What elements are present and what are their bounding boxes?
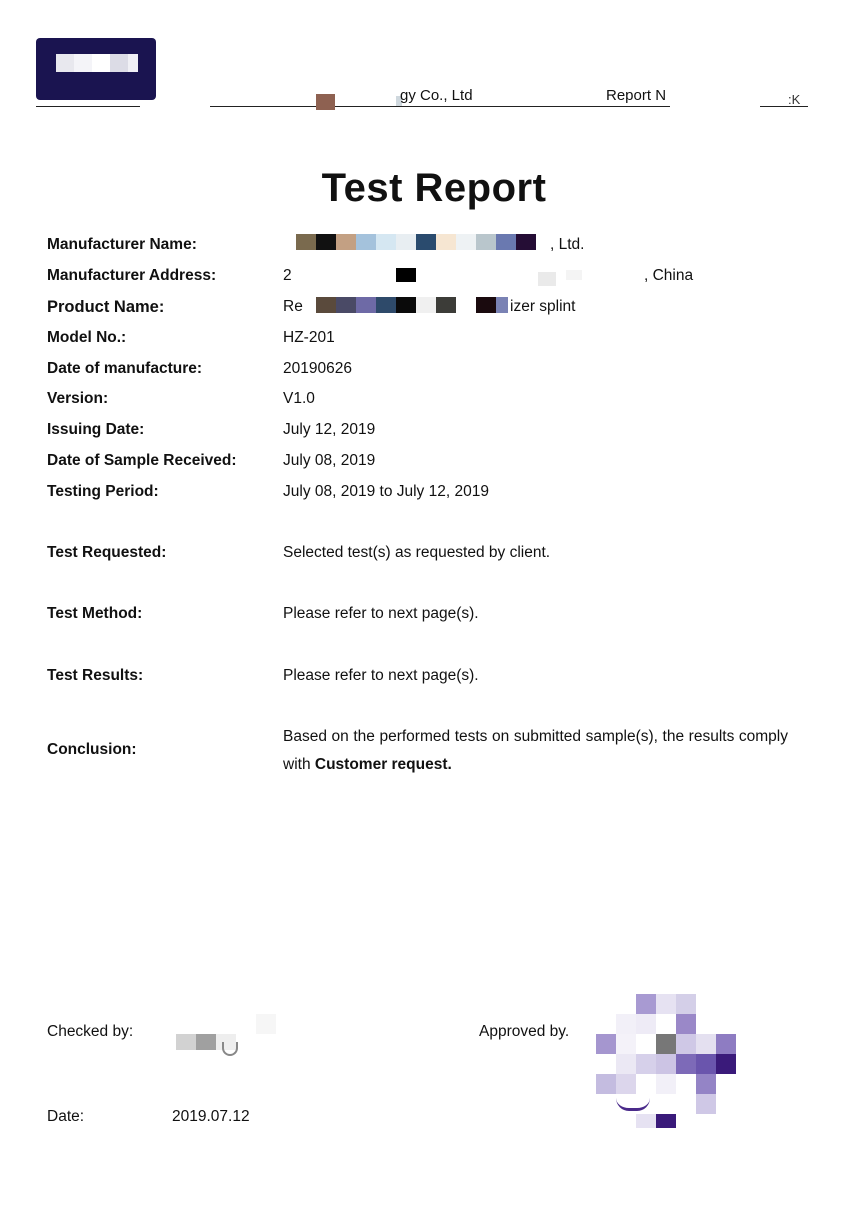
redaction-block xyxy=(316,94,335,110)
manufacturer-name-value: , Ltd. xyxy=(550,236,585,253)
conclusion-value xyxy=(283,723,788,779)
checked-by-label: Checked by: xyxy=(47,1023,134,1040)
redaction-block xyxy=(316,234,336,250)
approval-seal xyxy=(596,994,736,1134)
date-label: Date: xyxy=(47,1108,85,1125)
signature-checked xyxy=(256,1014,276,1034)
signature-checked xyxy=(196,1034,216,1050)
header-company-name: gy Co., Ltd xyxy=(400,87,473,104)
redaction-block xyxy=(356,297,376,313)
conclusion-label: Conclusion: xyxy=(47,741,137,758)
redaction-block xyxy=(376,234,396,250)
redaction-block xyxy=(516,234,536,250)
redaction-block xyxy=(140,100,210,110)
issuing-date-label: Issuing Date: xyxy=(47,421,145,438)
manufacturer-address-start: 2 xyxy=(283,267,292,284)
conclusion-text: Based on the performed tests on submitted sample(s), the results comply with xyxy=(283,728,788,773)
redaction-block xyxy=(416,234,436,250)
redaction-block xyxy=(396,268,416,282)
test-requested-value: Selected test(s) as requested by client. xyxy=(283,544,551,561)
redaction-block xyxy=(296,234,316,250)
redaction-block xyxy=(436,297,456,313)
redaction-block xyxy=(416,297,436,313)
header-fragment: :K xyxy=(788,92,801,107)
redaction-block xyxy=(538,272,556,286)
redaction-block xyxy=(356,234,376,250)
redaction-block xyxy=(336,234,356,250)
conclusion-emphasis: Customer request. xyxy=(314,756,452,773)
redaction-block xyxy=(496,234,516,250)
redaction-block xyxy=(376,297,396,313)
version-label: Version: xyxy=(47,390,109,407)
sample-received-label: Date of Sample Received: xyxy=(47,452,237,469)
sample-received-value: July 08, 2019 xyxy=(283,452,376,469)
redaction-block xyxy=(336,297,356,313)
company-logo xyxy=(36,38,156,100)
redaction-block xyxy=(496,297,508,313)
product-name-start: Re xyxy=(283,298,303,315)
redaction-block xyxy=(476,297,496,313)
date-of-manufacture-label: Date of manufacture: xyxy=(47,360,203,377)
redaction-block xyxy=(476,234,496,250)
redaction-block xyxy=(436,234,456,250)
test-results-label: Test Results: xyxy=(47,667,144,684)
page-title: Test Report xyxy=(321,166,547,210)
version-value: V1.0 xyxy=(283,390,315,407)
header-report-number: Report N xyxy=(606,87,667,104)
date-of-manufacture-value: 20190626 xyxy=(283,360,352,377)
manufacturer-address-end: , China xyxy=(644,267,694,284)
model-no-value: HZ-201 xyxy=(283,329,335,346)
product-name-label: Product Name: xyxy=(47,298,165,316)
signature-checked xyxy=(222,1042,238,1056)
manufacturer-name-label: Manufacturer Name: xyxy=(47,236,197,253)
test-requested-label: Test Requested: xyxy=(47,544,167,561)
test-method-label: Test Method: xyxy=(47,605,143,622)
signature-checked xyxy=(176,1034,196,1050)
issuing-date-value: July 12, 2019 xyxy=(283,421,376,438)
product-name-end: izer splint xyxy=(510,298,576,315)
manufacturer-address-label: Manufacturer Address: xyxy=(47,267,217,284)
model-no-label: Model No.: xyxy=(47,329,127,346)
redaction-block xyxy=(566,270,582,280)
redaction-block xyxy=(316,297,336,313)
redaction-block xyxy=(396,297,416,313)
testing-period-value: July 08, 2019 to July 12, 2019 xyxy=(283,483,489,500)
test-method-value: Please refer to next page(s). xyxy=(283,605,479,622)
testing-period-label: Testing Period: xyxy=(47,483,159,500)
redaction-block xyxy=(456,234,476,250)
test-results-value: Please refer to next page(s). xyxy=(283,667,479,684)
redaction-block xyxy=(396,234,416,250)
date-value: 2019.07.12 xyxy=(172,1108,250,1125)
approved-by-label: Approved by. xyxy=(479,1023,570,1040)
